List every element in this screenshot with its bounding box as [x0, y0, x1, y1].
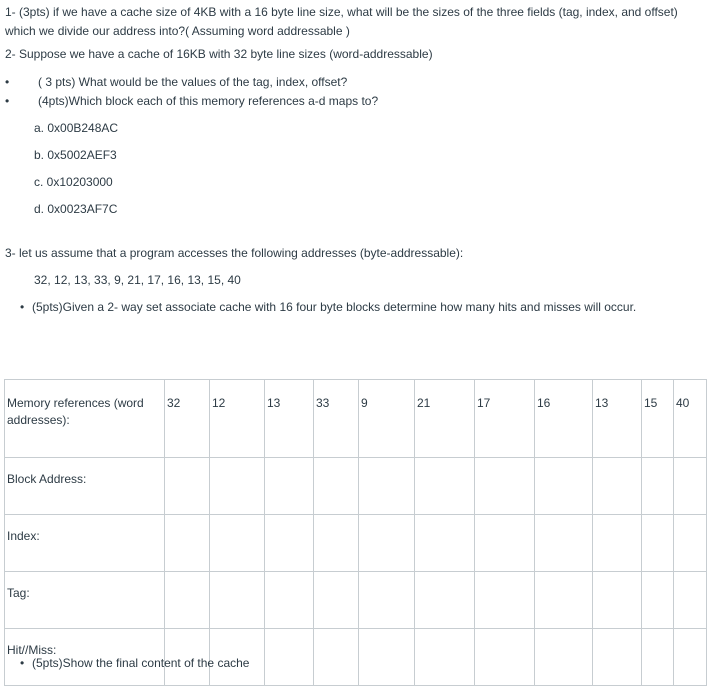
answer-cell[interactable]	[674, 572, 707, 629]
ref-cell: 15	[642, 380, 674, 458]
question-1: 1- (3pts) if we have a cache size of 4KB with a 16 byte line size, what will be the sizes of the three fields (tag, index, and offset) which we divide our address into?( Assuming word addressable )	[5, 5, 678, 38]
answer-cell[interactable]	[642, 458, 674, 515]
row-label-block-address: Block Address:	[5, 458, 165, 515]
bullet-glyph: •	[5, 94, 10, 108]
answer-cell[interactable]	[165, 458, 210, 515]
ref-cell: 16	[535, 380, 593, 458]
ref-cell: 33	[314, 380, 359, 458]
ref-a: a. 0x00B248AC	[34, 121, 119, 135]
answer-cell[interactable]	[593, 572, 642, 629]
answer-cell[interactable]	[265, 572, 314, 629]
q2-bullet-2-text: (4pts)Which block each of this memory references a-d maps to?	[38, 94, 379, 108]
answer-cell[interactable]	[314, 629, 359, 686]
answer-cell[interactable]	[314, 458, 359, 515]
row-label-index: Index:	[5, 515, 165, 572]
answer-cell[interactable]	[642, 515, 674, 572]
table-row	[5, 572, 707, 629]
bullet-glyph: •	[20, 300, 25, 314]
row-label-hit-miss: Hit//Miss:	[5, 629, 165, 686]
table-row	[5, 458, 707, 515]
answer-cell[interactable]	[535, 458, 593, 515]
q2-bullet-1-text: ( 3 pts) What would be the values of the tag, index, offset?	[38, 75, 348, 89]
answer-cell[interactable]	[674, 515, 707, 572]
answer-cell[interactable]	[674, 629, 707, 686]
ref-cell: 17	[475, 380, 535, 458]
answer-cell[interactable]	[359, 515, 415, 572]
answer-cell[interactable]	[642, 629, 674, 686]
answer-cell[interactable]	[593, 629, 642, 686]
question-2: 2- Suppose we have a cache of 16KB with 32 byte line sizes (word-addressable)	[5, 47, 433, 61]
answer-cell[interactable]	[210, 458, 265, 515]
answer-cell[interactable]	[210, 515, 265, 572]
answer-cell[interactable]	[475, 572, 535, 629]
ref-cell: 32	[165, 380, 210, 458]
answer-cell[interactable]	[314, 515, 359, 572]
bullet-glyph: •	[5, 75, 10, 89]
answer-cell[interactable]	[475, 458, 535, 515]
q3-bullet-text: (5pts)Given a 2- way set associate cache with 16 four byte blocks determine how many hits and misses will occur.	[32, 300, 637, 314]
answer-cell[interactable]	[415, 629, 475, 686]
ref-cell: 12	[210, 380, 265, 458]
cache-table	[4, 379, 707, 686]
answer-cell[interactable]	[475, 629, 535, 686]
header-label: Memory references (word addresses):	[5, 380, 165, 458]
ref-cell: 13	[265, 380, 314, 458]
ref-b: b. 0x5002AEF3	[34, 148, 117, 162]
table-row	[5, 515, 707, 572]
answer-cell[interactable]	[593, 458, 642, 515]
row-label-tag: Tag:	[5, 572, 165, 629]
answer-cell[interactable]	[265, 629, 314, 686]
ref-cell: 9	[359, 380, 415, 458]
answer-cell[interactable]	[535, 572, 593, 629]
final-bullet-text: (5pts)Show the final content of the cache	[32, 656, 250, 670]
answer-cell[interactable]	[210, 572, 265, 629]
answer-cell[interactable]	[165, 515, 210, 572]
answer-cell[interactable]	[359, 458, 415, 515]
answer-cell[interactable]	[415, 458, 475, 515]
answer-cell[interactable]	[415, 572, 475, 629]
answer-cell[interactable]	[674, 458, 707, 515]
question-3: 3- let us assume that a program accesses the following addresses (byte-addressable):	[5, 246, 464, 260]
answer-cell[interactable]	[165, 572, 210, 629]
table-header-row	[5, 380, 707, 458]
answer-cell[interactable]	[535, 629, 593, 686]
ref-cell: 13	[593, 380, 642, 458]
answer-cell[interactable]	[475, 515, 535, 572]
answer-cell[interactable]	[593, 515, 642, 572]
answer-cell[interactable]	[415, 515, 475, 572]
answer-cell[interactable]	[265, 458, 314, 515]
answer-cell[interactable]	[265, 515, 314, 572]
ref-d: d. 0x0023AF7C	[34, 202, 118, 216]
ref-cell: 21	[415, 380, 475, 458]
ref-cell: 40	[674, 380, 707, 458]
ref-c: c. 0x10203000	[34, 175, 113, 189]
answer-cell[interactable]	[359, 572, 415, 629]
bullet-glyph: •	[20, 656, 25, 670]
answer-cell[interactable]	[314, 572, 359, 629]
answer-cell[interactable]	[642, 572, 674, 629]
address-sequence: 32, 12, 13, 33, 9, 21, 17, 16, 13, 15, 40	[34, 273, 241, 287]
answer-cell[interactable]	[359, 629, 415, 686]
answer-cell[interactable]	[535, 515, 593, 572]
